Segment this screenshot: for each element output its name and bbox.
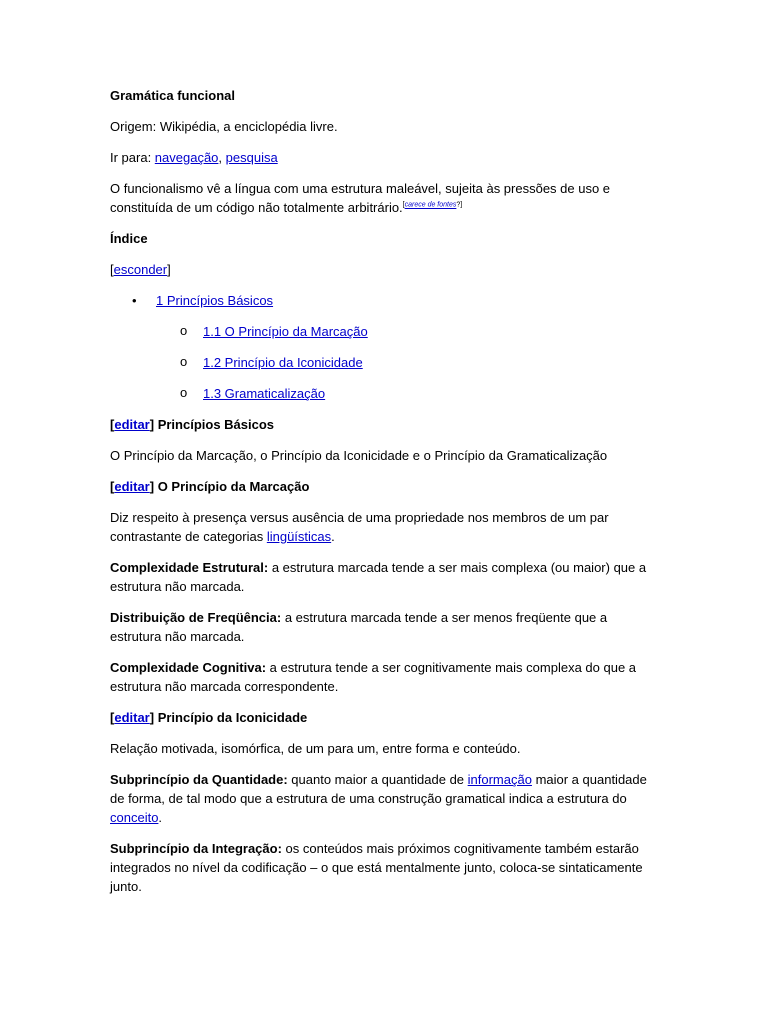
linguisticas-link[interactable]: lingüísticas: [266, 529, 332, 544]
definition-term: Distribuição de Freqüência:: [110, 610, 282, 625]
toc-link-gramaticalizacao[interactable]: 1.3 Gramaticalização: [203, 386, 326, 401]
quantity-subprinciple: [110, 770, 658, 827]
edit-bracket-close: ]: [149, 417, 155, 432]
toc-item: [110, 384, 658, 403]
basics-paragraph: O Princípio da Marcação, o Princípio da Iconicidade e o Princípio da Gramaticalização: [110, 448, 608, 463]
toc-link-iconicidade[interactable]: 1.2 Princípio da Iconicidade: [203, 355, 363, 370]
edit-bracket-open: [: [110, 710, 115, 725]
intro-paragraph: [110, 179, 658, 217]
toc-item: [110, 322, 658, 341]
edit-bracket-close: ]: [149, 479, 155, 494]
definition-term: Subprincípio da Quantidade:: [110, 772, 288, 787]
edit-bracket-close: ]: [149, 710, 155, 725]
definition-text: a estrutura marcada tende a ser menos freqüente que a estrutura não marcada.: [110, 610, 608, 644]
toc-item: [110, 291, 658, 310]
section-title: Princípios Básicos: [154, 417, 275, 432]
definition-item: [110, 658, 658, 696]
toc-item: [110, 353, 658, 372]
navigation-link[interactable]: navegação: [154, 150, 219, 165]
citation-needed: [403, 202, 463, 209]
edit-basics-link[interactable]: editar: [114, 417, 150, 432]
edit-iconicity-link[interactable]: editar: [114, 710, 150, 725]
bullet-icon: o: [180, 323, 188, 338]
section-heading-iconicity: [110, 708, 658, 727]
integration-subprinciple: [110, 839, 658, 896]
section-heading-basics: [110, 415, 658, 434]
citation-open: [: [402, 201, 405, 209]
edit-bracket-open: [: [110, 417, 115, 432]
toc-toggle: [110, 260, 658, 279]
iconicity-paragraph: Relação motivada, isomórfica, de um para um, entre forma e conteúdo.: [110, 741, 521, 756]
marking-paragraph: [110, 508, 658, 546]
toggle-open: [: [110, 262, 114, 277]
article-body: [110, 86, 658, 908]
definition-item: [110, 608, 658, 646]
toggle-close: ]: [167, 262, 171, 277]
edit-bracket-open: [: [110, 479, 115, 494]
section-title: Princípio da Iconicidade: [154, 710, 308, 725]
jump-separator: ,: [218, 150, 226, 165]
quantity-text: maior a quantidade de forma, de tal modo que a estrutura de uma construção gramatical indica a estrutura do: [110, 772, 647, 806]
conceito-link[interactable]: conceito: [110, 810, 159, 825]
hide-toc-link[interactable]: esconder: [113, 262, 168, 277]
edit-marking-link[interactable]: editar: [114, 479, 150, 494]
bullet-icon: o: [180, 385, 188, 400]
citation-needed-link[interactable]: carece de fontes: [404, 201, 457, 209]
definition-term: Complexidade Estrutural:: [110, 560, 269, 575]
informacao-link[interactable]: informação: [467, 772, 532, 787]
citation-close: ?]: [456, 201, 463, 209]
search-link[interactable]: pesquisa: [225, 150, 278, 165]
toc-heading: Índice: [110, 231, 148, 246]
definition-term: Subprincípio da Integração:: [110, 841, 282, 856]
quantity-text: quanto maior a quantidade de: [287, 772, 468, 787]
quantity-text-end: .: [158, 810, 163, 825]
article-title: Gramática funcional: [110, 88, 235, 103]
intro-text: O funcionalismo vê a língua com uma estrutura maleável, sujeita às pressões de uso e constituída de um código não totalmente arbitrário.: [110, 181, 611, 215]
bullet-icon: o: [180, 354, 188, 369]
definition-item: [110, 558, 658, 596]
definition-text: a estrutura tende a ser cognitivamente mais complexa do que a estrutura não marcada correspondente.: [110, 660, 637, 694]
jump-prefix: Ir para:: [110, 150, 155, 165]
integration-text: os conteúdos mais próximos cognitivamente também estarão integrados no nível da codificação – o que está mentalmente junto, coloca-se sintaticamente junto.: [110, 841, 643, 894]
definition-term: Complexidade Cognitiva:: [110, 660, 267, 675]
section-heading-marking: [110, 477, 658, 496]
marking-text-end: .: [331, 529, 335, 544]
origin-line: Origem: Wikipédia, a enciclopédia livre.: [110, 119, 338, 134]
section-title: O Princípio da Marcação: [154, 479, 310, 494]
toc-link-marcacao[interactable]: 1.1 O Princípio da Marcação: [203, 324, 368, 339]
definition-text: a estrutura marcada tende a ser mais complexa (ou maior) que a estrutura não marcada.: [110, 560, 647, 594]
marking-text: Diz respeito à presença versus ausência de uma propriedade nos membros de um par contrastante de categorias: [110, 510, 609, 544]
toc-list: [110, 291, 658, 403]
toc-link-principios-basicos[interactable]: 1 Princípios Básicos: [156, 293, 274, 308]
bullet-icon: •: [132, 293, 137, 308]
jump-to-line: [110, 148, 658, 167]
